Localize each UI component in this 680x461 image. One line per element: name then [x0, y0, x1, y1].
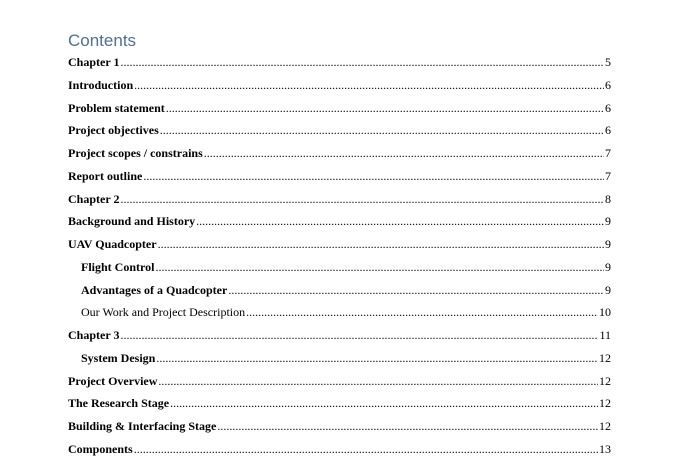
- toc-dot-leader: [156, 347, 598, 370]
- toc-entry-label: Report outline: [68, 168, 143, 183]
- toc-entry-page-number: 7: [605, 168, 611, 183]
- toc-entry-label: Components: [68, 441, 133, 456]
- toc-entry-label: Chapter 3: [68, 328, 120, 342]
- toc-entry-page-number: 12: [599, 396, 611, 411]
- toc-entry-label: Our Work and Project Description: [81, 305, 246, 320]
- toc-entry-page-number: 6: [605, 123, 611, 138]
- toc-entry[interactable]: [68, 51, 611, 74]
- toc-entry-page-number: 6: [605, 77, 611, 92]
- toc-entry-page-number: 11: [599, 328, 611, 342]
- toc-entry[interactable]: [68, 233, 611, 256]
- toc-entry-label: Background and History: [68, 214, 196, 229]
- toc-entry[interactable]: [68, 347, 611, 370]
- toc-entry-page-number: 10: [599, 305, 611, 320]
- toc-heading: Contents: [68, 31, 137, 50]
- toc-entry-label: Flight Control: [81, 259, 155, 274]
- toc-entry-label: Chapter 2: [68, 191, 120, 206]
- toc-entry-label: UAV Quadcopter: [68, 237, 157, 251]
- toc-entry[interactable]: [68, 165, 611, 188]
- toc-dot-leader: [134, 74, 604, 97]
- toc-entry-page-number: 12: [599, 373, 611, 388]
- toc-dot-leader: [158, 370, 598, 393]
- toc-entry[interactable]: [68, 370, 611, 393]
- toc-dot-leader: [120, 324, 598, 347]
- toc-entry-label: Introduction: [68, 77, 134, 92]
- toc-entry[interactable]: [68, 279, 611, 302]
- toc-dot-leader: [158, 233, 604, 256]
- toc-entry-label: Building & Interfacing Stage: [68, 419, 217, 433]
- toc-entry[interactable]: [68, 74, 611, 97]
- toc-entry[interactable]: [68, 188, 611, 211]
- toc-dot-leader: [246, 301, 598, 324]
- toc-entry-label: Project scopes / constrains: [68, 146, 203, 160]
- toc-entry[interactable]: [68, 415, 611, 438]
- toc-entry-label: System Design: [81, 350, 156, 365]
- toc-dot-leader: [160, 119, 604, 142]
- toc-dot-leader: [155, 256, 604, 279]
- toc-entry-page-number: 9: [605, 237, 611, 251]
- toc-entry-page-number: 12: [599, 419, 611, 433]
- toc-entry-label: The Research Stage: [68, 396, 170, 411]
- toc-entry-page-number: 13: [599, 441, 611, 456]
- toc-entry-page-number: 12: [599, 350, 611, 365]
- toc-dot-leader: [166, 97, 604, 120]
- toc-entry[interactable]: [68, 438, 611, 461]
- toc-entry-label: Problem statement: [68, 100, 165, 115]
- toc-dot-leader: [170, 392, 598, 415]
- toc-entry-page-number: 9: [605, 282, 611, 297]
- toc-dot-leader: [217, 415, 598, 438]
- toc-entry-page-number: 7: [605, 146, 611, 160]
- toc-entry-page-number: 9: [605, 259, 611, 274]
- toc-entry[interactable]: [68, 142, 611, 165]
- toc-dot-leader: [143, 165, 604, 188]
- toc-dot-leader: [196, 210, 604, 233]
- toc-entry[interactable]: [68, 256, 611, 279]
- toc-dot-leader: [120, 51, 604, 74]
- toc-entry[interactable]: [68, 301, 611, 324]
- toc-entry-label: Project objectives: [68, 123, 159, 138]
- toc-entry-label: Chapter 1: [68, 55, 120, 69]
- toc-dot-leader: [134, 438, 598, 461]
- toc-entry-page-number: 5: [605, 55, 611, 69]
- toc-dot-leader: [228, 279, 604, 302]
- toc-dot-leader: [120, 188, 604, 211]
- toc-entry-page-number: 8: [605, 191, 611, 206]
- toc-entry[interactable]: [68, 210, 611, 233]
- toc-entry[interactable]: [68, 97, 611, 120]
- toc-entry[interactable]: [68, 392, 611, 415]
- toc-entry-label: Advantages of a Quadcopter: [81, 282, 228, 297]
- toc-entry-page-number: 6: [605, 100, 611, 115]
- toc-entry-label: Project Overview: [68, 373, 158, 388]
- toc-dot-leader: [204, 142, 604, 165]
- toc-entry-page-number: 9: [605, 214, 611, 229]
- toc-entry[interactable]: [68, 324, 611, 347]
- toc-entry[interactable]: [68, 119, 611, 142]
- toc-list: [68, 51, 611, 461]
